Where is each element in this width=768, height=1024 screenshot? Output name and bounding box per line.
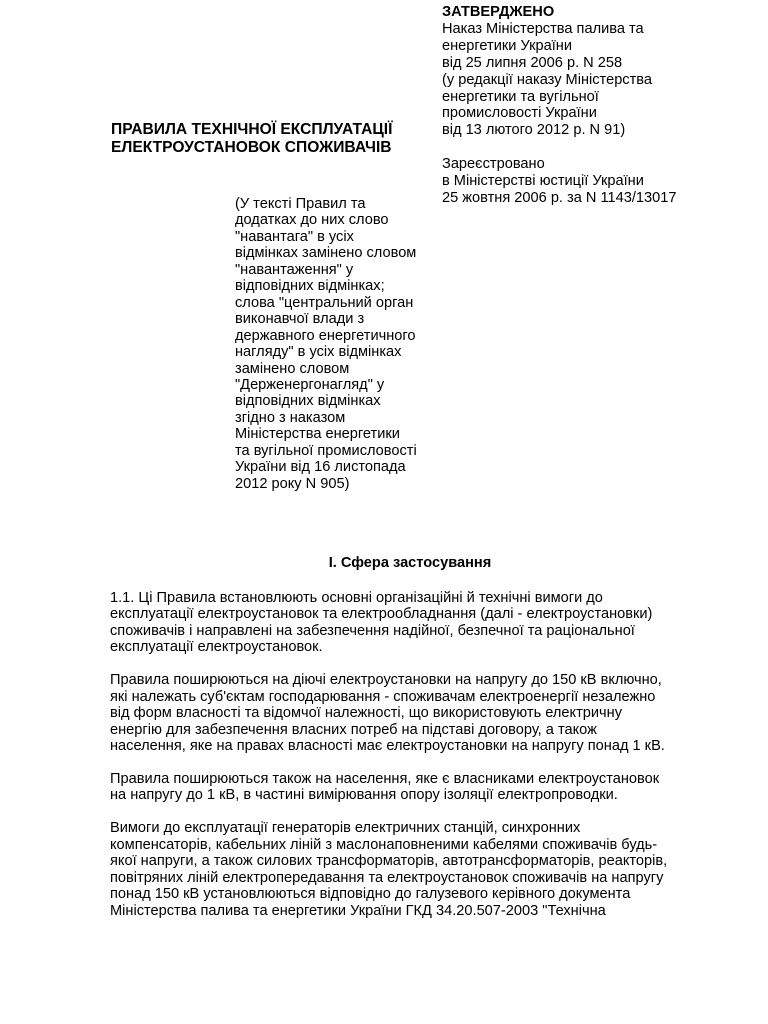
- amendment-note-line: нагляду" в усіх відмінках: [235, 344, 402, 361]
- amendment-note-line: виконавчої влади з: [235, 311, 365, 328]
- amendment-note-line: відмінках замінено словом: [235, 245, 417, 262]
- registration-line: 25 жовтня 2006 р. за N 1143/13017: [442, 189, 677, 206]
- amendment-note-line: "навантага" в усіх: [235, 228, 354, 245]
- approval-order-line: енергетики та вугільної: [442, 88, 599, 105]
- registration-info: [442, 156, 762, 207]
- section-heading-wrap: [0, 554, 768, 572]
- paragraph-line: компенсаторів, кабельних ліній з маслонаповненими кабелями споживачів будь-: [110, 836, 658, 853]
- paragraph-line: Правила поширюються на діючі електроустановки на напругу до 150 кВ включно,: [110, 672, 662, 689]
- paragraph-line: енергію для забезпечення власних потреб на підставі договору, а також: [110, 721, 597, 738]
- amendment-note-line: державного енергетичного: [235, 327, 416, 344]
- document-title-line: ПРАВИЛА ТЕХНІЧНОЇ ЕКСПЛУАТАЦІЇ: [111, 121, 393, 138]
- approval-order-line: від 13 лютого 2012 р. N 91): [442, 122, 626, 139]
- amendment-note-line: 2012 року N 905): [235, 475, 350, 492]
- paragraph-line: які належать суб'єктам господарювання - споживачам електроенергії незалежно: [110, 688, 656, 705]
- amendment-note-line: "Держенергонагляд" у: [235, 376, 385, 393]
- section-body: [110, 590, 710, 935]
- paragraph-line: повітряних ліній електропередавання та електроустановок споживачів на напругу: [110, 869, 664, 886]
- approval-spacer: [442, 139, 762, 156]
- paragraph: [110, 820, 710, 919]
- amendment-note-line: та вугільної промисловості: [235, 442, 417, 459]
- paragraph-line: населення, яке на правах власності має електроустановки на напругу понад 1 кВ.: [110, 738, 665, 755]
- registration-line: в Міністерстві юстиції України: [442, 173, 644, 190]
- amendment-note-line: слова "центральний орган: [235, 294, 414, 311]
- amendment-note-line: відповідних відмінках;: [235, 278, 385, 295]
- amendment-note-line: відповідних відмінках: [235, 393, 381, 410]
- approval-heading: ЗАТВЕРДЖЕНО: [442, 4, 555, 20]
- approval-order: [442, 21, 762, 139]
- approval-block: [442, 4, 762, 207]
- paragraph-line: Міністерства палива та енергетики України ГКД 34.20.507-2003 "Технічна: [110, 902, 606, 919]
- paragraph-line: понад 150 кВ установлюються відповідно до галузевого керівного документа: [110, 886, 631, 903]
- paragraph-line: експлуатації електроустановок.: [110, 639, 323, 656]
- amendment-note-line: замінено словом: [235, 360, 350, 377]
- approval-order-line: Наказ Міністерства палива та: [442, 20, 644, 37]
- amendment-note-line: згідно з наказом: [235, 409, 346, 426]
- amendment-note: [235, 196, 435, 492]
- approval-order-line: промисловості України: [442, 105, 597, 122]
- amendment-note-line: Міністерства енергетики: [235, 426, 400, 443]
- approval-order-line: від 25 липня 2006 р. N 258: [442, 54, 623, 71]
- paragraph-line: експлуатації електроустановок та електрообладнання (далі - електроустановки): [110, 606, 653, 623]
- paragraph-line: на напругу до 1 кВ, в частині вимірювання опору ізоляції електропроводки.: [110, 787, 618, 804]
- amendment-note-line: "навантаження" у: [235, 261, 354, 278]
- approval-order-line: (у редакції наказу Міністерства: [442, 71, 652, 88]
- paragraph: [110, 590, 710, 656]
- document-title: [111, 121, 441, 157]
- paragraph: [110, 771, 710, 804]
- document-title-line: ЕЛЕКТРОУСТАНОВОК СПОЖИВАЧІВ: [111, 139, 392, 156]
- paragraph-line: від форм власності та відомчої належності, що використовують електричну: [110, 705, 622, 722]
- amendment-note-line: України від 16 листопада: [235, 459, 406, 476]
- amendment-note-line: додатках до них слово: [235, 212, 389, 229]
- paragraph-line: якої напруги, а також силових трансформаторів, автотрансформаторів, реакторів,: [110, 853, 668, 870]
- section-heading: I. Сфера застосування: [328, 555, 492, 571]
- paragraph-line: споживачів і направлені на забезпечення надійної, безпечної та раціональної: [110, 622, 635, 639]
- paragraph-line: Вимоги до експлуатації генераторів електричних станцій, синхронних: [110, 820, 581, 837]
- approval-order-line: енергетики України: [442, 37, 572, 54]
- paragraph-line: Правила поширюються також на населення, яке є власниками електроустановок: [110, 770, 660, 787]
- registration-line: Зареєстровано: [442, 156, 545, 173]
- paragraph: [110, 672, 710, 754]
- paragraph-line: 1.1. Ці Правила встановлюють основні організаційні й технічні вимоги до: [110, 590, 603, 606]
- amendment-note-line: (У тексті Правил та: [235, 196, 366, 212]
